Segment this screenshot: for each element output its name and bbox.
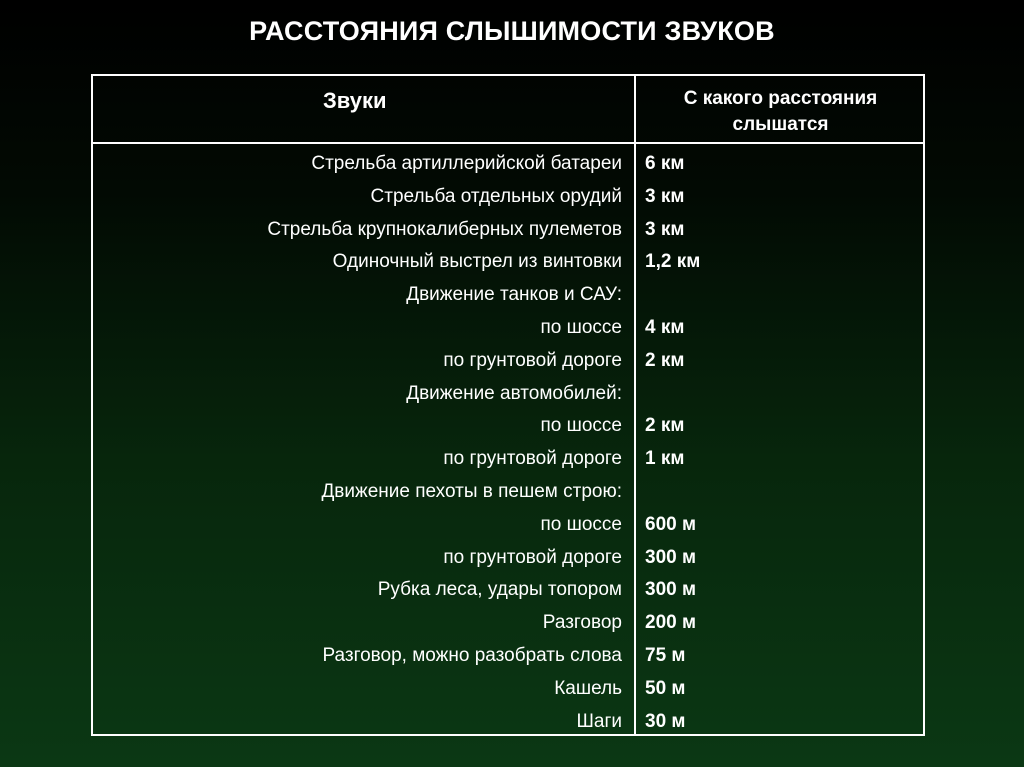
table-row (93, 542, 923, 575)
sound-cell: Одиночный выстрел из винтовки (332, 251, 622, 273)
sound-cell: Кашель (554, 677, 622, 699)
table-row (93, 214, 923, 247)
distance-cell: 75 м (645, 644, 686, 666)
table-row (93, 279, 923, 312)
distance-cell: 4 км (645, 316, 685, 338)
distance-cell: 3 км (645, 218, 685, 240)
table-row (93, 148, 923, 181)
sound-distance-table (91, 74, 925, 736)
header-sounds: Звуки (323, 88, 387, 113)
slide-title: РАССТОЯНИЯ СЛЫШИМОСТИ ЗВУКОВ (249, 16, 775, 46)
sound-cell: по шоссе (540, 415, 622, 437)
sound-cell: Движение танков и САУ: (406, 284, 622, 306)
sound-cell: Разговор (542, 612, 622, 634)
header-distance-line2: слышатся (732, 114, 829, 135)
header-divider (93, 142, 923, 144)
sound-cell: по шоссе (540, 316, 622, 338)
distance-cell: 2 км (645, 415, 685, 437)
table-row (93, 607, 923, 640)
table-row (93, 345, 923, 378)
sound-cell: Движение автомобилей: (406, 382, 622, 404)
distance-cell: 300 м (645, 546, 697, 568)
table-body (93, 148, 923, 738)
header-distance (636, 86, 925, 138)
table-row (93, 640, 923, 673)
sound-cell: Рубка леса, удары топором (377, 579, 622, 601)
table-row (93, 443, 923, 476)
header-distance-line1: С какого расстояния (683, 88, 878, 109)
distance-cell: 30 м (645, 710, 686, 732)
table-row (93, 410, 923, 443)
distance-cell: 50 м (645, 677, 686, 699)
table-row (93, 312, 923, 345)
sound-cell: по грунтовой дороге (443, 546, 622, 568)
table-row (93, 673, 923, 706)
table-row (93, 246, 923, 279)
sound-cell: Шаги (576, 710, 622, 732)
sound-cell: по грунтовой дороге (443, 349, 622, 371)
sound-cell: Стрельба крупнокалиберных пулеметов (267, 218, 622, 240)
sound-cell: по грунтовой дороге (443, 448, 622, 470)
table-row (93, 509, 923, 542)
distance-cell: 1,2 км (645, 251, 701, 273)
table-row (93, 476, 923, 509)
table-row (93, 706, 923, 739)
table-row (93, 181, 923, 214)
distance-cell: 2 км (645, 349, 685, 371)
sound-cell: Стрельба отдельных орудий (370, 185, 622, 207)
table-row (93, 574, 923, 607)
distance-cell: 1 км (645, 448, 685, 470)
distance-cell: 200 м (645, 612, 697, 634)
table-row (93, 378, 923, 411)
sound-cell: по шоссе (540, 513, 622, 535)
distance-cell: 300 м (645, 579, 697, 601)
distance-cell: 600 м (645, 513, 697, 535)
distance-cell: 3 км (645, 185, 685, 207)
sound-cell: Разговор, можно разобрать слова (322, 644, 622, 666)
sound-cell: Движение пехоты в пешем строю: (321, 480, 622, 502)
distance-cell: 6 км (645, 153, 685, 174)
sound-cell: Стрельба артиллерийской батареи (311, 153, 622, 174)
